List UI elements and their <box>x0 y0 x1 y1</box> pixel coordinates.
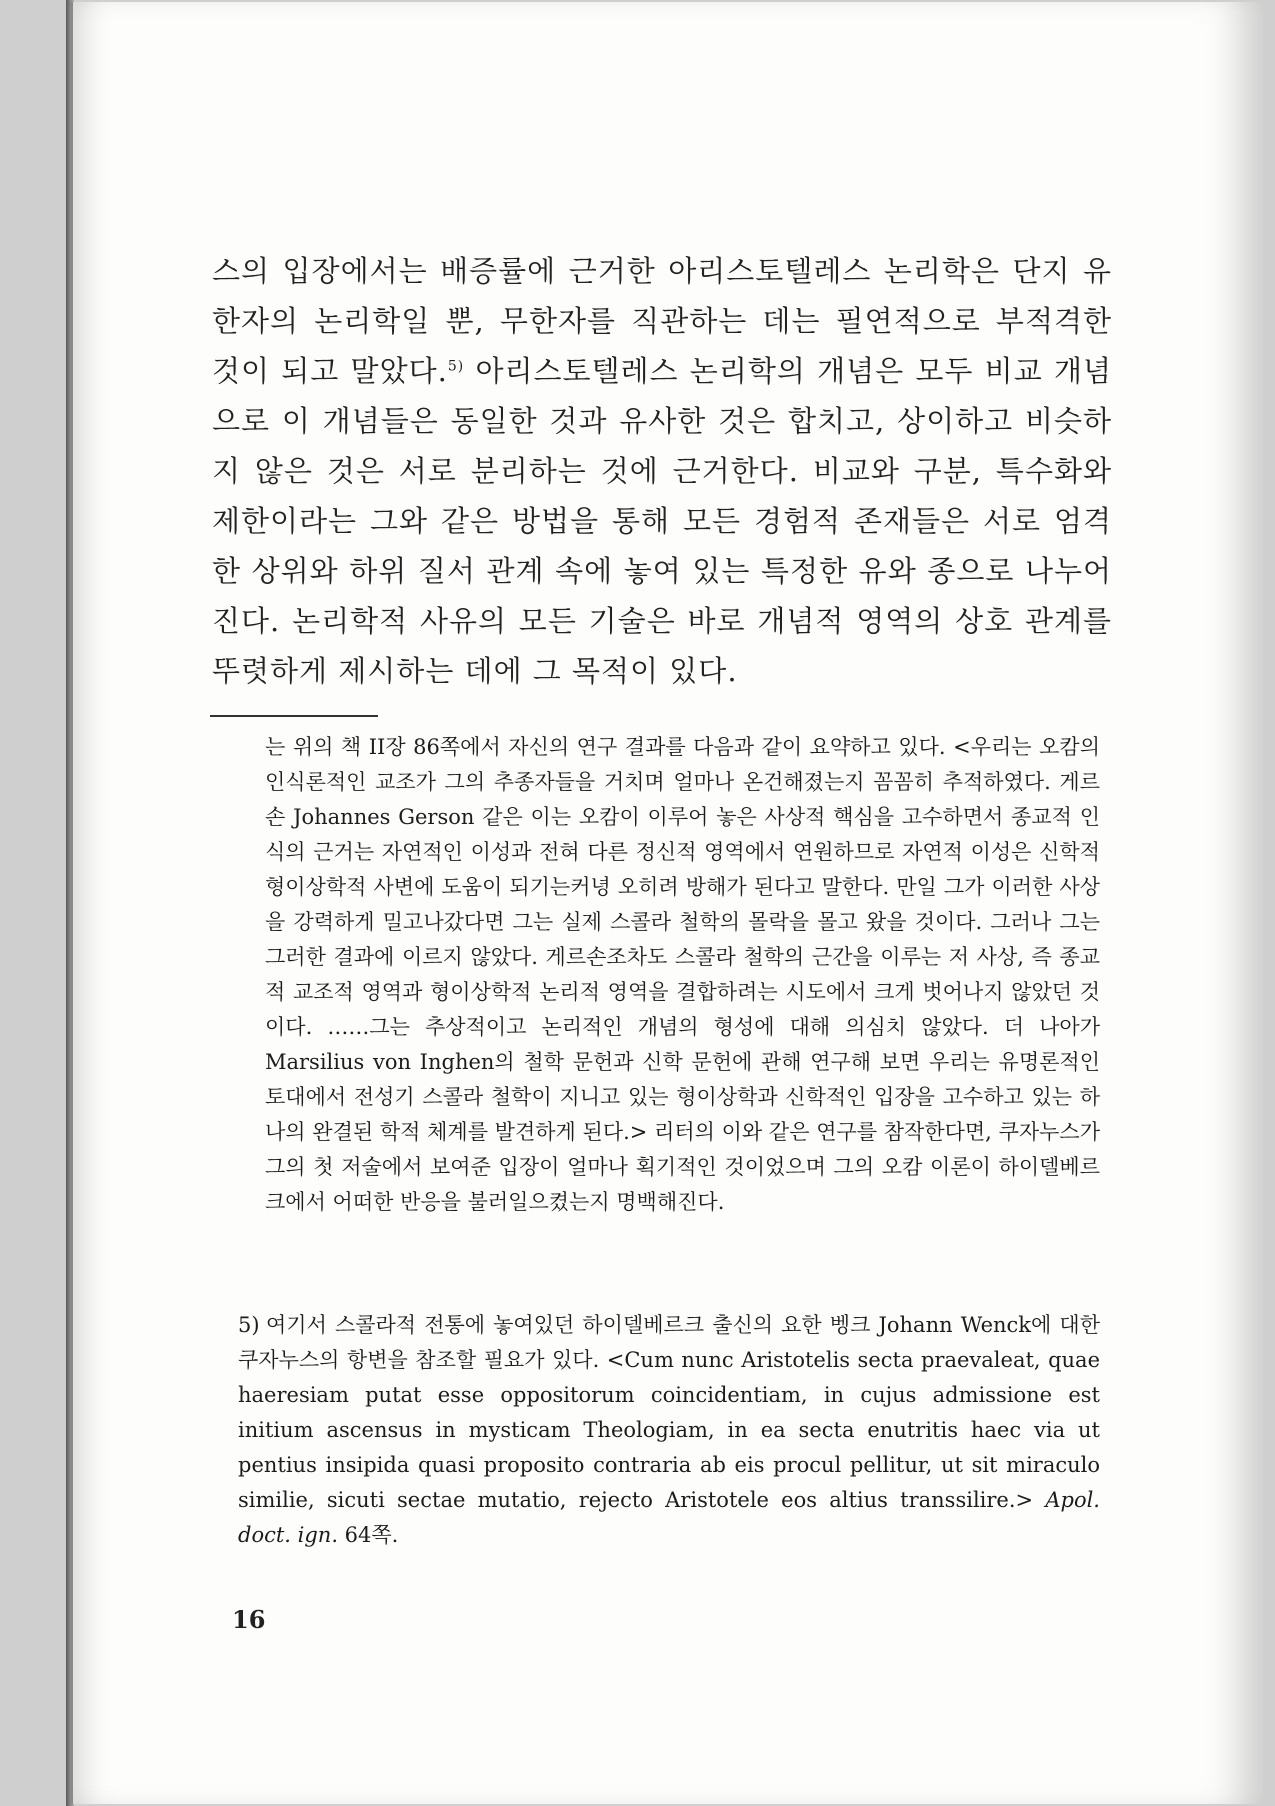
footnote-continued <box>265 730 1100 1220</box>
footnote-5-number: 5) <box>238 1313 260 1337</box>
main-paragraph <box>212 246 1112 696</box>
footnote-5-citation-page: 64쪽. <box>338 1523 399 1547</box>
main-text-after-ref: 아리스토텔레스 논리학의 개념은 모두 비교 개념으로 이 개념들은 동일한 것과 유사한 것은 합치고, 상이하고 비슷하지 않은 것은 서로 분리하는 것에 근거한다. 비교와 구분, 특수화와 제한이라는 그와 같은 방법을 통해 모든 경험적 존재들은 서로 엄격한 상위와 하위 질서 관계 속에 놓여 있는 특정한 유와 종으로 나누어진다. 논리학적 사유의 모든 기술은 바로 개념적 영역의 상호 관계를 뚜렷하게 제시하는 데에 그 목적이 있다. <box>212 354 1112 688</box>
footnote-reference: 5) <box>447 358 465 375</box>
footnote-5 <box>238 1308 1100 1553</box>
footnote-5-citation: Apol. doct. ign. <box>238 1488 1100 1547</box>
main-text-before-ref: 스의 입장에서는 배증률에 근거한 아리스토텔레스 논리학은 단지 유한자의 논리학일 뿐, 무한자를 직관하는 데는 필연적으로 부적격한 것이 되고 말았다. <box>212 254 1112 388</box>
footnote-divider <box>210 715 378 717</box>
page-number: 16 <box>232 1605 266 1634</box>
footnote-continued-text: 는 위의 책 II장 86쪽에서 자신의 연구 결과를 다음과 같이 요약하고 있다. <우리는 오캄의 인식론적인 교조가 그의 추종자들을 거치며 얼마나 온건해졌는지 꼼꼼히 추적하였다. 게르손 Johannes Gerson 같은 이는 오캄이 이루어 놓은 사상적 핵심을 고수하면서 종교적 인식의 근거는 자연적인 이성과 전혀 다른 정신적 영역에서 연원하므로 자연적 이성은 신학적 형이상학적 사변에 도움이 되기는커녕 오히려 방해가 된다고 말한다. 만일 그가 이러한 사상을 강력하게 밀고나갔다면 그는 실제 스콜라 철학의 몰락을 몰고 왔을 것이다. 그러나 그는 그러한 결과에 이르지 않았다. 게르손조차도 스콜라 철학의 근간을 이루는 저 사상, 즉 종교적 교조적 영역과 형이상학적 논리적 영역을 결합하려는 시도에서 크게 벗어나지 않았던 것이다. ……그는 추상적이고 논리적인 개념의 형성에 대해 의심치 않았다. 더 나아가 Marsilius von Inghen의 철학 문헌과 신학 문헌에 관해 연구해 보면 우리는 유명론적인 토대에서 전성기 스콜라 철학이 지니고 있는 형이상학과 신학적인 입장을 고수하고 있는 하나의 완결된 학적 체계를 발견하게 된다.> 리터의 이와 같은 연구를 참작한다면, 쿠자누스가 그의 첫 저술에서 보여준 입장이 얼마나 획기적인 것이었으며 그의 오캄 이론이 하이델베르크에서 어떠한 반응을 불러일으켰는지 명백해진다. <box>265 735 1100 1214</box>
footnote-5-text: 여기서 스콜라적 전통에 놓여있던 하이델베르크 출신의 요한 벵크 Johann Wenck에 대한 쿠자누스의 항변을 참조할 필요가 있다. <Cum nunc Aristotelis secta praevaleat, quae haeresiam putat esse oppositorum coincidentiam, in cujus admissione est initium ascensus in mysticam Theologiam, in ea secta enutritis haec via ut pentius insipida quasi proposito contraria ab eis procul pellitur, ut sit miraculo similie, sicuti sectae mutatio, rejecto Aristotele eos altius transsilire.> <box>238 1313 1100 1512</box>
